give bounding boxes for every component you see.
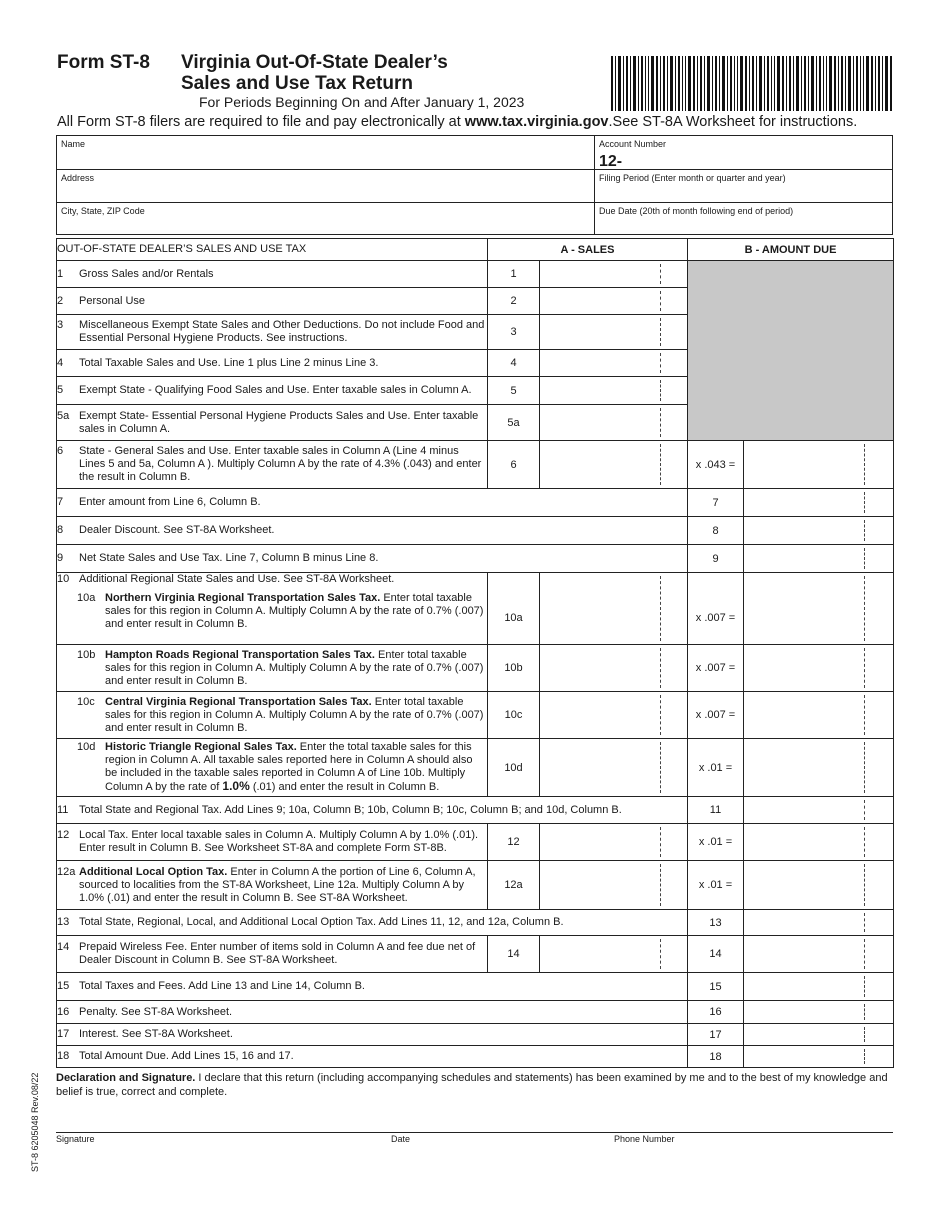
table-row: 10b Hampton Roads Regional Transportation Sales Tax. Enter total taxable sales for this region in Column A. Multiply Column A by the rate of 0.7% (.007) and enter result in Column B. 10b x .007 =	[57, 645, 894, 692]
table-row: 7 Enter amount from Line 6, Column B. 7	[57, 489, 894, 517]
filing-notice: All Form ST-8 filers are required to file and pay electronically at www.tax.virginia.gov.See ST-8A Worksheet for instructions.	[57, 114, 858, 130]
form-revision: ST-8 6205048 Rev.08/22	[30, 1072, 40, 1172]
address-field[interactable]: Address	[57, 170, 595, 203]
line-11-amount-input[interactable]	[744, 797, 894, 824]
line-6-sales-input[interactable]	[540, 441, 688, 489]
line-12a-amount-input[interactable]	[744, 861, 894, 910]
table-row: 12a Additional Local Option Tax. Enter in Column A the portion of Line 6, Column A, sourced to localities from the ST-8A Worksheet, Line 12a. Multiply Column A by 1.0% (.01) and enter the result in Column B. See ST-8A Worksheet. 12a x .01 =	[57, 861, 894, 910]
city-state-zip-field[interactable]: City, State, ZIP Code	[57, 203, 595, 234]
table-row: 9 Net State Sales and Use Tax. Line 7, Column B minus Line 8. 9	[57, 545, 894, 573]
section-heading: OUT-OF-STATE DEALER’S SALES AND USE TAX	[57, 239, 488, 261]
barcode-icon	[611, 56, 893, 111]
line-10d-sales-input[interactable]	[540, 739, 688, 797]
line-10a-sales-input[interactable]	[540, 573, 688, 645]
table-row: 5a Exempt State- Essential Personal Hygiene Products Sales and Use. Enter taxable sales in Column A. 5a	[57, 405, 894, 441]
signature-label: Signature	[56, 1134, 95, 1144]
form-title-line2: Sales and Use Tax Return	[181, 73, 413, 94]
line-2-sales-input[interactable]	[540, 288, 688, 315]
taxpayer-info-box	[56, 135, 893, 235]
table-row: 1 Gross Sales and/or Rentals 1	[57, 261, 894, 288]
line-3-sales-input[interactable]	[540, 315, 688, 350]
table-row: 11 Total State and Regional Tax. Add Lines 9; 10a, Column B; 10b, Column B; 10c, Column B; and 10d, Column B. 11	[57, 797, 894, 824]
table-row: 6 State - General Sales and Use. Enter taxable sales in Column A (Line 4 minus Lines 5 and 5a, Column A ). Multiply Column A by the rate of 4.3% (.043) and enter the result in Column B. 6 x .043 =	[57, 441, 894, 489]
due-date-field[interactable]: Due Date (20th of month following end of period)	[599, 206, 794, 216]
table-row: 5 Exempt State - Qualifying Food Sales and Use. Enter taxable sales in Column A. 5	[57, 377, 894, 405]
website-link[interactable]: www.tax.virginia.gov	[464, 114, 609, 130]
line-18-amount-input[interactable]	[744, 1046, 894, 1068]
line-16-amount-input[interactable]	[744, 1001, 894, 1024]
shaded-area	[688, 261, 894, 441]
table-row: 10 Additional Regional State Sales and Use. See ST-8A Worksheet. 10a Northern Virginia Regional Transportation Sales Tax. Enter total taxable sales for this region in Column A. Multiply Column A by the rate of 0.7% (.007) and enter result in Column B. 10a x .007 =	[57, 573, 894, 645]
account-number-field[interactable]: Account Number 12-	[595, 136, 892, 170]
table-row: 15 Total Taxes and Fees. Add Line 13 and Line 14, Column B. 15	[57, 973, 894, 1001]
filing-period-field[interactable]: Filing Period (Enter month or quarter and year)	[595, 170, 892, 203]
line-7-amount-input[interactable]	[744, 489, 894, 517]
period-subtitle: For Periods Beginning On and After January 1, 2023	[199, 94, 525, 110]
form-id: Form ST-8	[57, 52, 150, 73]
line-10b-amount-input[interactable]	[744, 645, 894, 692]
line-10c-amount-input[interactable]	[744, 692, 894, 739]
line-10b-sales-input[interactable]	[540, 645, 688, 692]
table-row: 18 Total Amount Due. Add Lines 15, 16 and 17. 18	[57, 1046, 894, 1068]
line-12-sales-input[interactable]	[540, 824, 688, 861]
table-row: 8 Dealer Discount. See ST-8A Worksheet. 8	[57, 517, 894, 545]
line-12a-sales-input[interactable]	[540, 861, 688, 910]
table-row: 10d Historic Triangle Regional Sales Tax. Enter the total taxable sales for this region in Column A. All taxable sales reported here in Column A should also be included in the taxable sales reported in Column A of Line 10b. Multiply Column A by the rate of 1.0% (.01) and enter the result in Column B. 10d x .01 =	[57, 739, 894, 797]
line-10d-amount-input[interactable]	[744, 739, 894, 797]
line-5-sales-input[interactable]	[540, 377, 688, 405]
table-row: 14 Prepaid Wireless Fee. Enter number of items sold in Column A and fee due net of Dealer Discount in Column B. See ST-8A Worksheet. 14 14	[57, 936, 894, 973]
line-14-amount-input[interactable]	[744, 936, 894, 973]
signature-line[interactable]	[56, 1132, 893, 1133]
line-10c-sales-input[interactable]	[540, 692, 688, 739]
phone-label: Phone Number	[614, 1134, 675, 1144]
table-row: 17 Interest. See ST-8A Worksheet. 17	[57, 1024, 894, 1046]
line-12-amount-input[interactable]	[744, 824, 894, 861]
line-15-amount-input[interactable]	[744, 973, 894, 1001]
declaration: Declaration and Signature. I declare that this return (including accompanying schedules and statements) has been examined by me and to the best of my knowledge and belief is true, correct and complete.	[56, 1072, 888, 1098]
name-field[interactable]: Name	[57, 136, 595, 170]
line-6-amount-input[interactable]	[744, 441, 894, 489]
line-14-items-input[interactable]	[540, 936, 688, 973]
line-17-amount-input[interactable]	[744, 1024, 894, 1046]
line-10a-amount-input[interactable]	[744, 573, 894, 645]
table-row: 13 Total State, Regional, Local, and Additional Local Option Tax. Add Lines 11, 12, and 12a, Column B. 13	[57, 910, 894, 936]
form-title-line1: Virginia Out-Of-State Dealer’s	[181, 52, 448, 73]
table-row: 12 Local Tax. Enter local taxable sales in Column A. Multiply Column A by 1.0% (.01). Enter result in Column B. See Worksheet ST-8A and complete Form ST-8B. 12 x .01 =	[57, 824, 894, 861]
line-4-sales-input[interactable]	[540, 350, 688, 377]
table-row: 2 Personal Use 2	[57, 288, 894, 315]
col-b-header: B - AMOUNT DUE	[688, 239, 894, 261]
table-row: 16 Penalty. See ST-8A Worksheet. 16	[57, 1001, 894, 1024]
table-row: 4 Total Taxable Sales and Use. Line 1 plus Line 2 minus Line 3. 4	[57, 350, 894, 377]
date-label: Date	[391, 1134, 411, 1144]
line-13-amount-input[interactable]	[744, 910, 894, 936]
col-a-header: A - SALES	[488, 239, 688, 261]
line-5a-sales-input[interactable]	[540, 405, 688, 441]
tax-table	[56, 238, 894, 1068]
table-row: 10c Central Virginia Regional Transportation Sales Tax. Enter total taxable sales for this region in Column A. Multiply Column A by the rate of 0.7% (.007) and enter result in Column B. 10c x .007 =	[57, 692, 894, 739]
table-row: 3 Miscellaneous Exempt State Sales and Other Deductions. Do not include Food and Essential Personal Hygiene Products. See instructions. 3	[57, 315, 894, 350]
line-9-amount-input[interactable]	[744, 545, 894, 573]
line-8-amount-input[interactable]	[744, 517, 894, 545]
line-1-sales-input[interactable]	[540, 261, 688, 288]
